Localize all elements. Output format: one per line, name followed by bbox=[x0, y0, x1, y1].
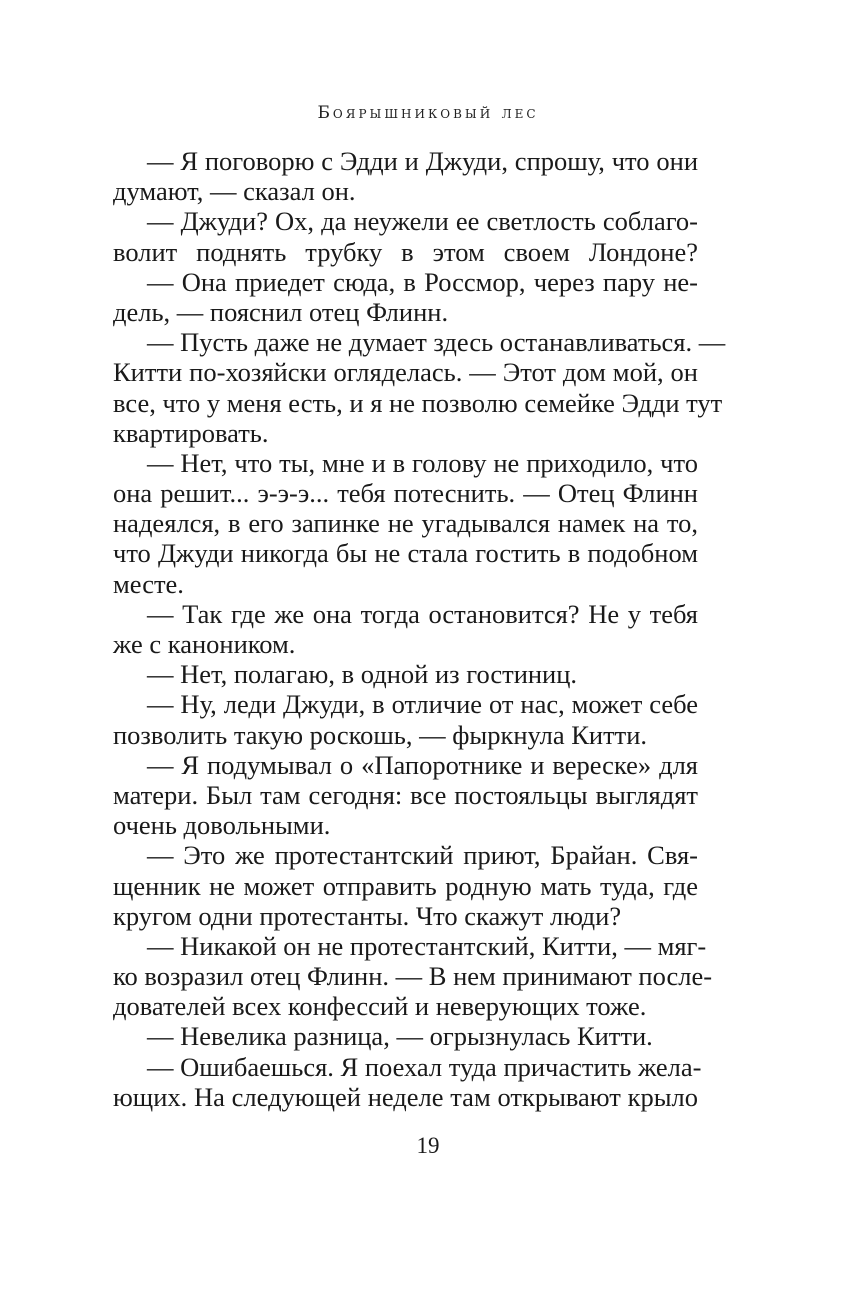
text-line: — Никакой он не протестантский, Китти, — мяг- bbox=[147, 930, 707, 961]
text-line: щенник не может отправить родную мать туда, где bbox=[113, 870, 698, 901]
text-line: волит поднять трубку в этом своем Лондоне? bbox=[113, 236, 698, 267]
text-line: дель, — пояснил отец Флинн. bbox=[113, 296, 449, 327]
text-line: все, что у меня есть, и я не позволю семейке Эдди тут bbox=[113, 387, 723, 418]
text-line: — Нет, что ты, мне и в голову не приходило, что bbox=[147, 447, 698, 478]
text-line: — Нет, полагаю, в одной из гостиниц. bbox=[147, 659, 578, 690]
running-head: Боярышниковый лес bbox=[317, 103, 539, 123]
text-line: позволить такую роскошь, — фыркнула Китти. bbox=[113, 719, 648, 750]
text-line: — Это же протестантский приют, Брайан. Свя- bbox=[147, 840, 698, 871]
text-line: Китти по-хозяйски огляделась. — Этот дом мой, он bbox=[113, 357, 698, 388]
text-line: она решит... э-э-э... тебя потеснить. — Отец Флинн bbox=[113, 478, 698, 509]
text-line: — Джуди? Ох, да неужели ее светлость соблаго- bbox=[147, 206, 698, 237]
text-line: надеялся, в его запинке не угадывался намек на то, bbox=[113, 508, 698, 539]
text-line: что Джуди никогда бы не стала гостить в подобном bbox=[113, 538, 698, 569]
text-line: кругом одни протестанты. Что скажут люди? bbox=[113, 900, 622, 931]
text-line: — Она приедет сюда, в Россмор, через пару не- bbox=[147, 266, 698, 297]
text-line: очень довольными. bbox=[113, 810, 331, 841]
body-text bbox=[113, 146, 726, 1112]
text-line: — Я подумывал о «Папоротнике и вереске» для bbox=[147, 749, 698, 780]
text-line: же с каноником. bbox=[113, 629, 296, 659]
text-line: — Так где же она тогда остановится? Не у тебя bbox=[147, 598, 698, 629]
text-line: ко возразил отец Флинн. — В нем принимают после- bbox=[113, 961, 713, 992]
text-line: дователей всех конфессий и неверующих тоже. bbox=[113, 991, 647, 1022]
text-line: квартировать. bbox=[113, 417, 269, 448]
text-line: ющих. На следующей неделе там открывают крыло bbox=[113, 1081, 698, 1112]
text-line: матери. Был там сегодня: все постояльцы выглядят bbox=[113, 779, 698, 810]
page-number: 19 bbox=[416, 1133, 440, 1158]
text-line: — Пусть даже не думает здесь останавливаться. — bbox=[147, 327, 726, 358]
text-line: — Ошибаешься. Я поехал туда причастить жела- bbox=[147, 1051, 702, 1082]
text-line: — Я поговорю с Эдди и Джуди, спрошу, что они bbox=[147, 146, 698, 176]
text-line: думают, — сказал он. bbox=[113, 176, 356, 207]
text-line: — Невелика разница, — огрызнулась Китти. bbox=[147, 1021, 653, 1052]
text-line: — Ну, леди Джуди, в отличие от нас, может себе bbox=[147, 689, 698, 720]
text-line: месте. bbox=[113, 568, 184, 599]
